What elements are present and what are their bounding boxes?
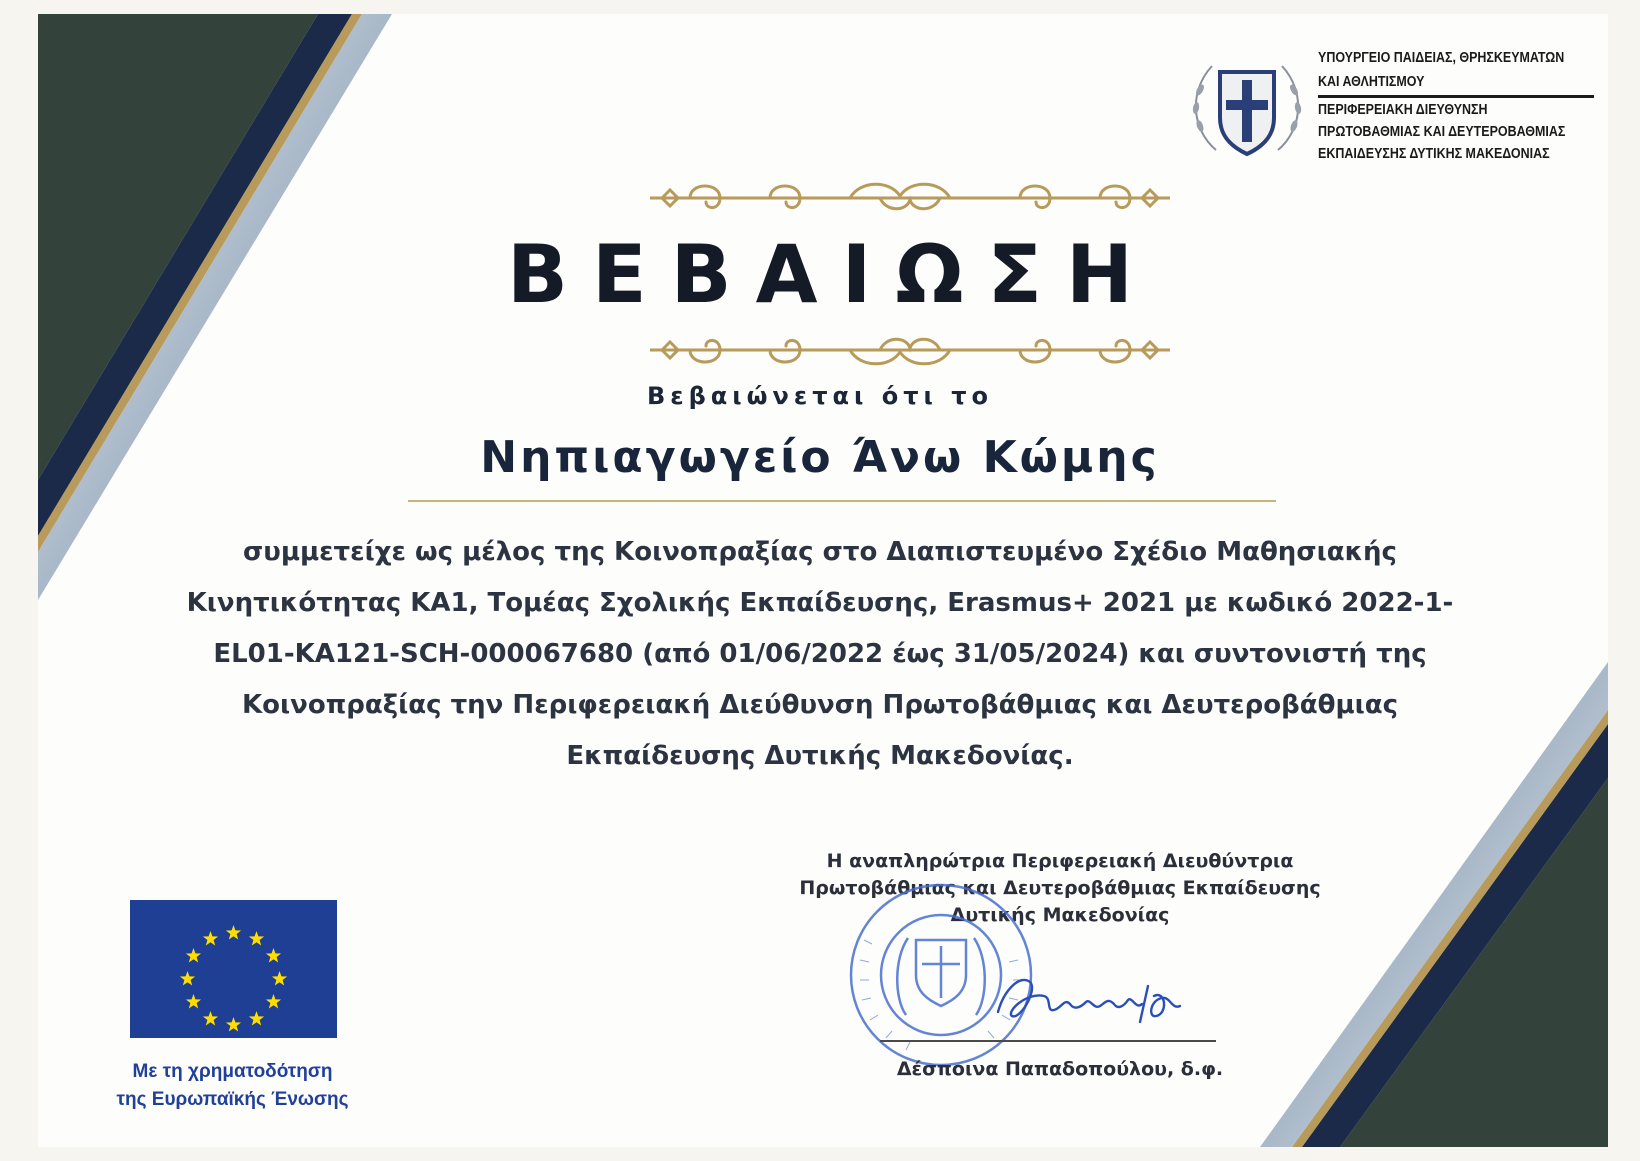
eu-funding-caption (100, 1058, 365, 1114)
directorate-line-1: ΠΕΡΙΦΕΡΕΙΑΚΗ ΔΙΕΥΘΥΝΣΗ (1318, 102, 1488, 118)
ministry-name-line-2: ΚΑΙ ΑΘΛΗΤΙΣΜΟΥ (1318, 74, 1425, 90)
directorate-line-3: ΕΚΠΑΙΔΕΥΣΗΣ ΔΥΤΙΚΗΣ ΜΑΚΕΔΟΝΙΑΣ (1318, 146, 1550, 162)
greek-coat-of-arms-icon (1186, 50, 1308, 168)
signatory-title-line-1: Η αναπληρώτρια Περιφερειακή Διευθύντρια (826, 850, 1294, 872)
ministry-name-line-1: ΥΠΟΥΡΓΕΙΟ ΠΑΙΔΕΙΑΣ, ΘΡΗΣΚΕΥΜΑΤΩΝ (1318, 50, 1565, 66)
bottom-ornament-icon (650, 330, 1170, 370)
signer-name: Δέσποινα Παπαδοπούλου, δ.φ. (896, 1058, 1224, 1080)
school-name-underline (408, 500, 1276, 502)
directorate-line-2: ΠΡΩΤΟΒΑΘΜΙΑΣ ΚΑΙ ΔΕΥΤΕΡΟΒΑΘΜΙΑΣ (1318, 124, 1566, 140)
signatory-title (720, 848, 1400, 929)
ministry-header (1186, 50, 1606, 170)
school-name: Νηπιαγωγείο Άνω Κώμης (480, 432, 1160, 483)
handwritten-signature-icon (990, 960, 1210, 1040)
signatory-title-line-2: Πρωτοβάθμιας και Δευτεροβάθμιας Εκπαίδευσης (799, 877, 1321, 899)
certificate-intro: Βεβαιώνεται ότι το (646, 382, 994, 410)
certificate-title: ΒΕΒΑΙΩΣΗ (507, 228, 1157, 321)
signature-line (880, 1040, 1216, 1042)
ministry-divider (1318, 95, 1594, 98)
eu-funding-line-2: της Ευρωπαϊκής Ένωσης (116, 1089, 349, 1110)
eu-funding-line-1: Με τη χρηματοδότηση (132, 1061, 333, 1082)
signatory-title-line-3: Δυτικής Μακεδονίας (950, 904, 1170, 926)
certificate-body: συμμετείχε ως μέλος της Κοινοπραξίας στο Διαπιστευμένο Σχέδιο Μαθησιακής Κινητικότητας ΚΑ1, Τομέας Σχολικής Εκπαίδευσης, Erasmus+ 2021 με κωδικό 2022-1-EL01-KA121-SCH-000067680 (από 01/06/2022 έως 31/05/2024) και συντονιστή της Κοινοπραξίας την Περιφερειακή Διεύθυνση Πρωτοβάθμιας και Δευτεροβάθμιας Εκπαίδευσης Δυτικής Μακεδονίας. (186, 537, 1454, 771)
eu-flag-icon (130, 900, 337, 1038)
top-ornament-icon (650, 178, 1170, 218)
